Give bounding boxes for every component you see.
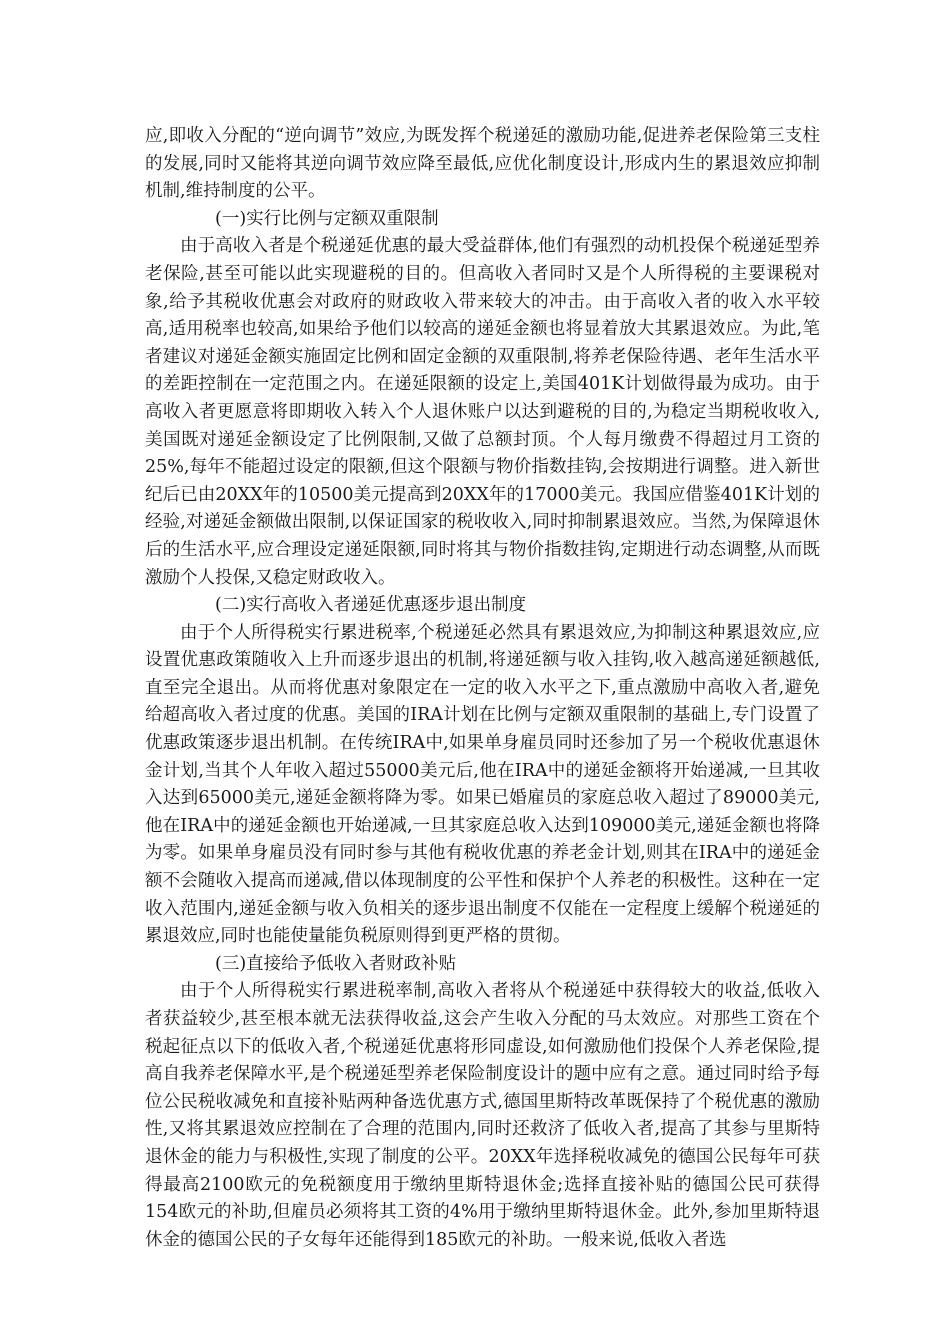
paragraph-continued: 应,即收入分配的“逆向调节”效应,为既发挥个税递延的激励功能,促进养老保险第三支柱的发展,同时又能将其逆向调节效应降至最低,应优化制度设计,形成内生的累退效应抑制机制,维持制度的公平。 — [145, 126, 820, 202]
section-heading-1: (一)实行比例与定额双重限制 — [215, 208, 439, 229]
document-page — [145, 123, 820, 1254]
section-heading-2: (二)实行高收入者递延优惠逐步退出制度 — [215, 595, 527, 616]
paragraph-section-3: 由于个人所得税实行累进税率制,高收入者将从个税递延中获得较大的收益,低收入者获益较少,甚至根本就无法获得收益,这会产生收入分配的马太效应。对那些工资在个税起征点以下的低收入者,个税递延优惠将形同虚设,如何激励他们投保个人养老保险,提高自我养老保障水平,是个税递延型养老保险制度设计的题中应有之意。通过同时给予每位公民税收减免和直接补贴两种备选优惠方式,德国里斯特改革既保持了个税优惠的激励性,又将其累退效应控制在了合理的范围内,同时还救济了低收入者,提高了其参与里斯特退休金的能力与积极性,实现了制度的公平。20XX年选择税收减免的德国公民每年可获得最高2100欧元的免税额度用于缴纳里斯特退休金;选择直接补贴的德国公民可获得154欧元的补助,但雇员必须将其工资的4%用于缴纳里斯特退休金。此外,参加里斯特退休金的德国公民的子女每年还能得到185欧元的补助。一般来说,低收入者选 — [145, 981, 820, 1250]
paragraph-section-1: 由于高收入者是个税递延优惠的最大受益群体,他们有强烈的动机投保个税递延型养老保险,甚至可能以此实现避税的目的。但高收入者同时又是个人所得税的主要课税对象,给予其税收优惠会对政府的财政收入带来较大的冲击。由于高收入者的收入水平较高,适用税率也较高,如果给予他们以较高的递延金额也将显着放大其累退效应。为此,笔者建议对递延金额实施固定比例和固定金额的双重限制,将养老保险待遇、老年生活水平的差距控制在一定范围之内。在递延限额的设定上,美国401K计划做得最为成功。由于高收入者更愿意将即期收入转入个人退休账户以达到避税的目的,为稳定当期税收收入,美国既对递延金额设定了比例限制,又做了总额封顶。个人每月缴费不得超过月工资的25%,每年不能超过设定的限额,但这个限额与物价指数挂钩,会按期进行调整。进入新世纪后已由20XX年的10500美元提高到20XX年的17000美元。我国应借鉴401K计划的经验,对递延金额做出限制,以保证国家的税收收入,同时抑制累退效应。当然,为保障退休后的生活水平,应合理设定递延限额,同时将其与物价指数挂钩,定期进行动态调整,从而既激励个人投保,又稳定财政收入。 — [145, 236, 820, 588]
section-heading-3: (三)直接给予低收入者财政补贴 — [215, 953, 457, 974]
paragraph-section-2: 由于个人所得税实行累进税率,个税递延必然具有累退效应,为抑制这种累退效应,应设置优惠政策随收入上升而逐步退出的机制,将递延额与收入挂钩,收入越高递延额越低,直至完全退出。从而将优惠对象限定在一定的收入水平之下,重点激励中高收入者,避免给超高收入者过度的优惠。美国的IRA计划在比例与定额双重限制的基础上,专门设置了优惠政策逐步退出机制。在传统IRA中,如果单身雇员同时还参加了另一个税收优惠退休金计划,当其个人年收入超过55000美元后,他在IRA中的递延金额将开始递减,一旦其收入达到65000美元,递延金额将降为零。如果已婚雇员的家庭总收入超过了89000美元,他在IRA中的递延金额也开始递减,一旦其家庭总收入达到109000美元,递延金额也将降为零。如果单身雇员没有同时参与其他有税收优惠的养老金计划,则其在IRA中的递延金额不会随收入提高而递减,借以体现制度的公平性和保护个人养老的积极性。这种在一定收入范围内,递延金额与收入负相关的逐步退出制度不仅能在一定程度上缓解个税递延的累退效应,同时也能使量能负税原则得到更严格的贯彻。 — [145, 622, 820, 947]
